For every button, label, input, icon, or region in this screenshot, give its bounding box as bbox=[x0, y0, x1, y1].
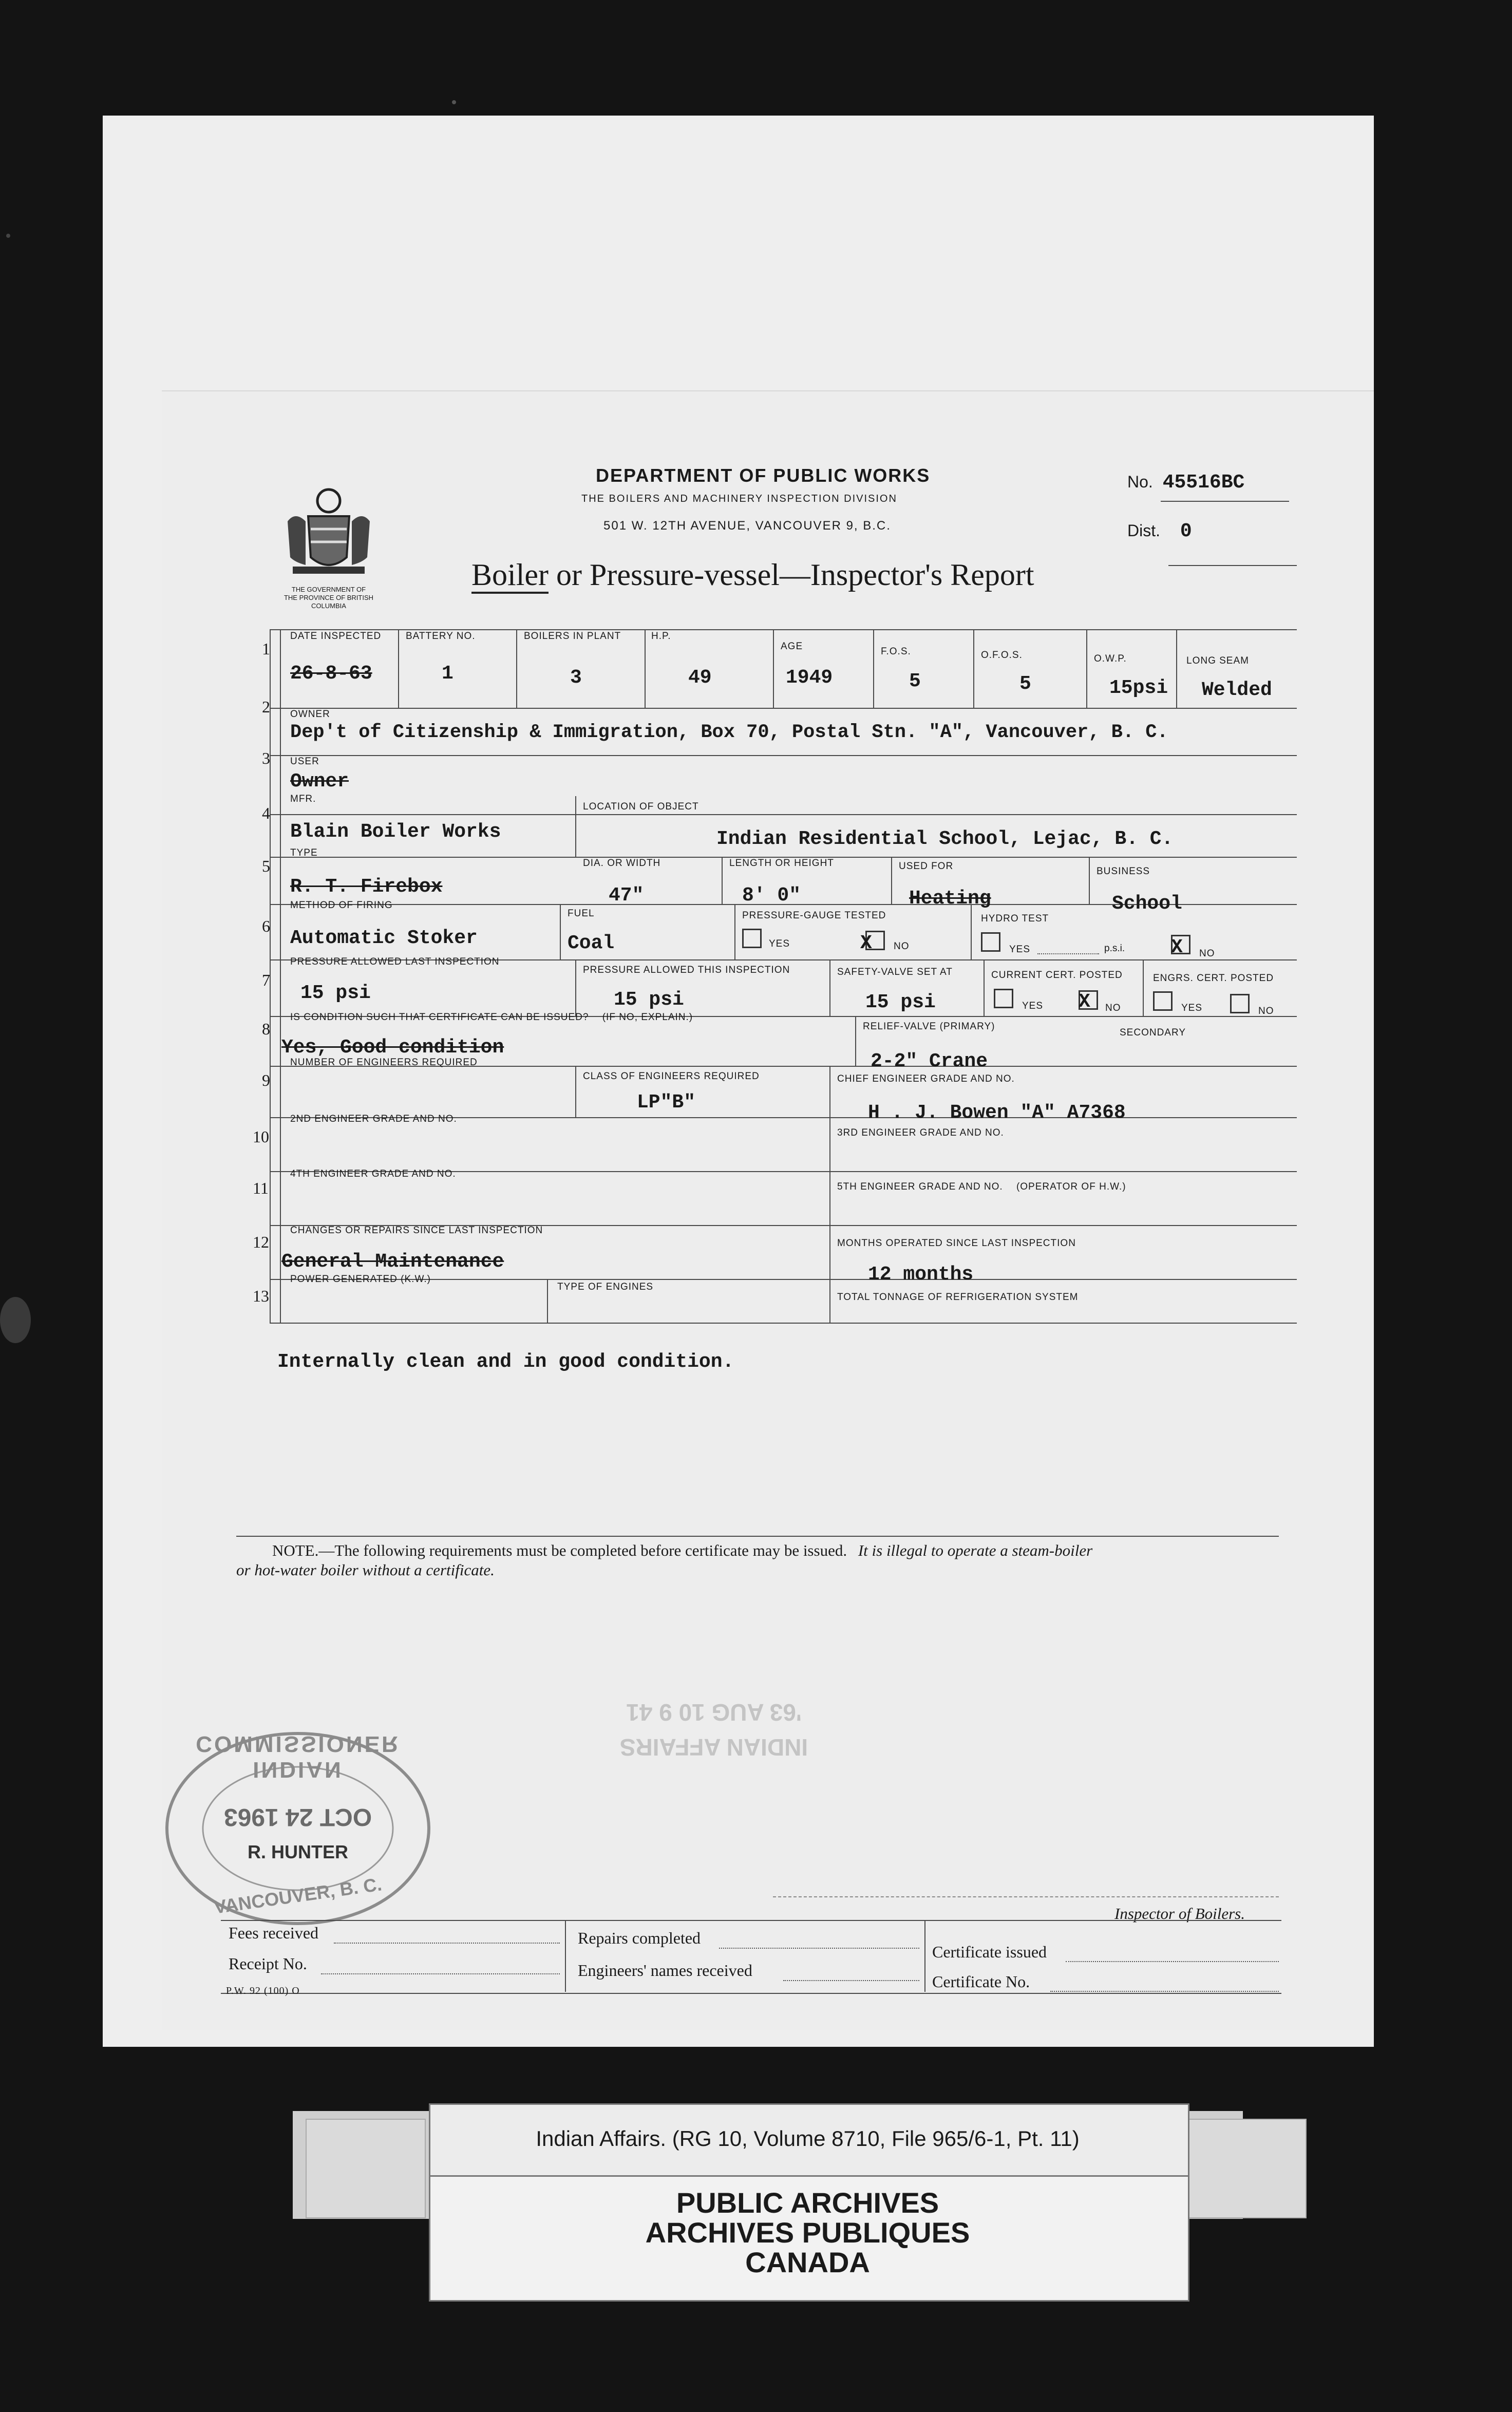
age-value: 1949 bbox=[786, 667, 833, 689]
third-engineer-label: 3RD ENGINEER GRADE AND NO. bbox=[837, 1127, 1004, 1138]
owner-value: Dep't of Citizenship & Immigration, Box 70, Postal Stn. "A", Vancouver, B. C. bbox=[290, 722, 1168, 743]
ofos-value: 5 bbox=[1019, 673, 1031, 695]
length-value: 8' 0" bbox=[742, 884, 801, 907]
second-engineer-label: 2ND ENGINEER GRADE AND NO. bbox=[290, 1114, 457, 1124]
engrs-yes-label: YES bbox=[1181, 1003, 1203, 1013]
cell-divider bbox=[829, 1117, 830, 1225]
cell-divider bbox=[829, 959, 830, 1016]
used-for-label: USED FOR bbox=[899, 861, 954, 872]
type-label: TYPE bbox=[290, 847, 318, 858]
row-number: 8 bbox=[262, 1020, 270, 1038]
department-address: 501 W. 12TH AVENUE, VANCOUVER 9, B.C. bbox=[603, 519, 891, 533]
row-line bbox=[270, 629, 1297, 630]
report-number-value: 45516BC bbox=[1162, 472, 1245, 494]
cell-divider bbox=[855, 1016, 856, 1066]
gauge-yes-checkbox[interactable] bbox=[742, 929, 762, 948]
fos-value: 5 bbox=[909, 670, 921, 692]
film-hole bbox=[0, 1297, 31, 1343]
district-value: 0 bbox=[1180, 520, 1192, 542]
archive-title-line-2: ARCHIVES PUBLIQUES bbox=[645, 2216, 970, 2249]
location-label: LOCATION OF OBJECT bbox=[583, 801, 699, 812]
cell-divider bbox=[973, 629, 974, 708]
row-number: 9 bbox=[262, 1071, 270, 1089]
row-number: 12 bbox=[253, 1233, 269, 1251]
changes-label: CHANGES OR REPAIRS SINCE LAST INSPECTION bbox=[290, 1225, 543, 1236]
commissioner-city: VANCOUVER, B. C. bbox=[212, 1873, 383, 1918]
cert-yes-label: YES bbox=[1022, 1001, 1044, 1011]
fourth-engineer-label: 4TH ENGINEER GRADE AND NO. bbox=[290, 1169, 456, 1179]
engrs-yes-checkbox[interactable] bbox=[1153, 991, 1173, 1011]
method-of-firing-label: METHOD OF FIRING bbox=[290, 900, 393, 911]
row-line bbox=[270, 1323, 1297, 1324]
battery-no-value: 1 bbox=[442, 663, 453, 685]
note-rule bbox=[236, 1536, 1279, 1537]
cert-yes-checkbox[interactable] bbox=[994, 989, 1013, 1008]
archive-clip-right bbox=[1186, 2119, 1307, 2218]
row-line bbox=[270, 814, 1297, 815]
cell-divider bbox=[891, 857, 892, 904]
fifth-engineer-label bbox=[837, 1181, 1126, 1193]
owp-label: O.W.P. bbox=[1094, 653, 1127, 664]
condition-question: IS CONDITION SUCH THAT CERTIFICATE CAN BE ISSUED? bbox=[290, 1012, 589, 1023]
certificate-no-dots bbox=[1050, 1991, 1279, 1992]
engineers-names-dots bbox=[783, 1980, 919, 1981]
district-line bbox=[1168, 565, 1297, 566]
type-value: R. T. Firebox bbox=[290, 876, 443, 898]
cell-divider bbox=[1089, 857, 1090, 904]
archive-title bbox=[429, 2188, 1186, 2277]
cell-divider bbox=[984, 959, 985, 1016]
location-value: Indian Residential School, Lejac, B. C. bbox=[716, 828, 1174, 850]
cell-divider bbox=[547, 1279, 548, 1323]
date-inspected-label: DATE INSPECTED bbox=[290, 631, 382, 642]
boilers-in-plant-label: BOILERS IN PLANT bbox=[524, 631, 621, 642]
note-lead: NOTE.—The following requirements must be completed before certificate may be issued. bbox=[272, 1541, 847, 1559]
row-number: 5 bbox=[262, 857, 270, 875]
cell-divider bbox=[575, 1066, 576, 1117]
owner-label: OWNER bbox=[290, 709, 330, 720]
safety-valve-label: SAFETY-VALVE SET AT bbox=[837, 967, 953, 977]
secondary-label: SECONDARY bbox=[1120, 1027, 1186, 1038]
row-number: 3 bbox=[262, 749, 270, 767]
page-title bbox=[471, 557, 1034, 593]
row-number: 10 bbox=[253, 1127, 269, 1146]
note-italic-1: It is illegal to operate a steam-boiler bbox=[858, 1541, 1093, 1559]
number-of-engineers-label: NUMBER OF ENGINEERS REQUIRED bbox=[290, 1057, 478, 1068]
cert-no-mark: X bbox=[1079, 991, 1090, 1013]
row-line bbox=[270, 708, 1297, 709]
row-number: 1 bbox=[262, 639, 270, 658]
film-speck bbox=[452, 100, 456, 104]
title-rest: or Pressure-vessel—Inspector's Report bbox=[556, 558, 1034, 592]
business-value: School bbox=[1112, 893, 1182, 915]
district bbox=[1127, 520, 1192, 542]
row-number: 2 bbox=[262, 698, 270, 716]
hydro-no-mark: X bbox=[1171, 936, 1183, 958]
cell-divider bbox=[1086, 629, 1087, 708]
chief-engineer-label: CHIEF ENGINEER GRADE AND NO. bbox=[837, 1073, 1015, 1084]
row-number: 6 bbox=[262, 917, 270, 935]
battery-no-label: BATTERY NO. bbox=[406, 631, 476, 642]
date-inspected-value: 26-8-63 bbox=[290, 663, 372, 685]
archive-clip-left bbox=[306, 2119, 426, 2218]
pressure-last-label: PRESSURE ALLOWED LAST INSPECTION bbox=[290, 956, 500, 967]
row-number: 4 bbox=[262, 804, 270, 822]
hydro-psi-label: p.s.i. bbox=[1104, 943, 1125, 954]
repairs-completed-dots bbox=[719, 1948, 919, 1949]
age-label: AGE bbox=[781, 641, 803, 652]
footer-divider bbox=[565, 1920, 566, 1992]
class-of-engineers-label: CLASS OF ENGINEERS REQUIRED bbox=[583, 1071, 760, 1082]
commissioner-ring-text: INDIAN COMMISSIONER bbox=[196, 1731, 400, 1782]
long-seam-value: Welded bbox=[1202, 679, 1272, 701]
hp-label: H.P. bbox=[651, 631, 671, 642]
cert-no-label: NO bbox=[1105, 1003, 1121, 1013]
engrs-no-label: NO bbox=[1258, 1006, 1274, 1016]
long-seam-label: LONG SEAM bbox=[1186, 655, 1249, 666]
power-generated-label: POWER GENERATED (K.W.) bbox=[290, 1274, 431, 1285]
crest-caption-line-2: THE PROVINCE OF BRITISH COLUMBIA bbox=[284, 594, 374, 610]
commissioner-name: R. HUNTER bbox=[248, 1841, 348, 1862]
hydro-no-label: NO bbox=[1199, 948, 1215, 959]
ofos-label: O.F.O.S. bbox=[981, 650, 1023, 661]
refrigeration-tonnage-label: TOTAL TONNAGE OF REFRIGERATION SYSTEM bbox=[837, 1292, 1079, 1303]
crest-caption bbox=[267, 586, 390, 610]
hydro-yes-checkbox[interactable] bbox=[981, 932, 1000, 952]
gauge-no-mark: X bbox=[860, 932, 872, 954]
fees-received-dots bbox=[334, 1943, 560, 1944]
cell-divider bbox=[971, 904, 972, 959]
report-number bbox=[1127, 472, 1244, 494]
cell-divider bbox=[722, 857, 723, 904]
months-operated-label: MONTHS OPERATED SINCE LAST INSPECTION bbox=[837, 1238, 1076, 1249]
business-label: BUSINESS bbox=[1097, 866, 1150, 877]
received-stamp-line: INDIAN AFFAIRS bbox=[619, 1734, 808, 1761]
chief-engineer-value: H . J. Bowen "A" A7368 bbox=[868, 1102, 1126, 1124]
certificate-issued-dots bbox=[1066, 1961, 1279, 1962]
row-number: 7 bbox=[262, 971, 270, 989]
archive-reference: Indian Affairs. (RG 10, Volume 8710, File 965/6-1, Pt. 11) bbox=[536, 2126, 1080, 2151]
commissioner-date: OCT 24 1963 bbox=[223, 1803, 372, 1831]
received-stamp bbox=[534, 1695, 894, 1765]
footer-divider bbox=[924, 1920, 925, 1992]
pressure-this-label: PRESSURE ALLOWED THIS INSPECTION bbox=[583, 965, 790, 975]
mfr-value: Blain Boiler Works bbox=[290, 821, 501, 843]
form-code: P.W. 92 (100) O bbox=[226, 1985, 300, 1996]
months-operated-value: 12 months bbox=[868, 1264, 974, 1286]
row-number: 13 bbox=[253, 1287, 269, 1305]
title-struck-word: Boiler bbox=[471, 558, 549, 594]
gauge-yes-label: YES bbox=[769, 938, 790, 949]
certificate-issued-label: Certificate issued bbox=[932, 1943, 1047, 1961]
relief-valve-label: RELIEF-VALVE (PRIMARY) bbox=[863, 1021, 995, 1032]
cell-divider bbox=[829, 1066, 830, 1117]
inspector-remarks: Internally clean and in good condition. bbox=[277, 1351, 734, 1373]
cell-divider bbox=[829, 1225, 830, 1323]
gauge-no-label: NO bbox=[894, 941, 910, 952]
class-of-engineers-value: LP"B" bbox=[637, 1091, 696, 1114]
hp-value: 49 bbox=[688, 667, 712, 689]
film-speck bbox=[6, 234, 10, 238]
pressure-this-value: 15 psi bbox=[614, 989, 684, 1011]
cell-divider bbox=[645, 629, 646, 708]
length-label: LENGTH OR HEIGHT bbox=[729, 858, 834, 869]
district-label: Dist. bbox=[1127, 521, 1160, 540]
condition-note: (IF NO, EXPLAIN.) bbox=[602, 1012, 693, 1023]
used-for-value: Heating bbox=[909, 888, 991, 910]
footer-bottom-rule bbox=[221, 1993, 1281, 1994]
hydro-test-label: HYDRO TEST bbox=[981, 913, 1049, 924]
report-number-label: No. bbox=[1127, 473, 1153, 491]
engineers-names-label: Engineers' names received bbox=[578, 1961, 752, 1980]
relief-valve-value: 2-2" Crane bbox=[871, 1050, 988, 1072]
row-line bbox=[270, 755, 1297, 756]
cell-divider bbox=[1176, 629, 1177, 708]
fifth-engineer-text: 5TH ENGINEER GRADE AND NO. bbox=[837, 1181, 1003, 1192]
owp-value: 15psi bbox=[1109, 677, 1168, 699]
certificate-no-label: Certificate No. bbox=[932, 1972, 1030, 1991]
archive-title-line-1: PUBLIC ARCHIVES bbox=[676, 2187, 939, 2219]
division-name: THE BOILERS AND MACHINERY INSPECTION DIVISION bbox=[581, 493, 897, 504]
engrs-no-checkbox[interactable] bbox=[1230, 994, 1250, 1013]
report-number-line bbox=[1161, 501, 1289, 502]
cell-divider bbox=[773, 629, 774, 708]
fifth-engineer-note: (OPERATOR OF H.W.) bbox=[1016, 1181, 1126, 1192]
table-numbers-divider bbox=[280, 629, 281, 1323]
fos-label: F.O.S. bbox=[881, 646, 911, 657]
receipt-no-dots bbox=[321, 1973, 560, 1974]
method-of-firing-value: Automatic Stoker bbox=[290, 927, 478, 949]
inspector-signature-line bbox=[773, 1896, 1279, 1897]
department-name: DEPARTMENT OF PUBLIC WORKS bbox=[596, 465, 931, 486]
cell-divider bbox=[575, 796, 576, 858]
cell-divider bbox=[560, 904, 561, 959]
current-cert-label: CURRENT CERT. POSTED bbox=[991, 970, 1123, 981]
fuel-label: FUEL bbox=[568, 908, 595, 919]
cell-divider bbox=[398, 629, 399, 708]
crest-caption-line-1: THE GOVERNMENT OF bbox=[291, 586, 366, 593]
condition-label bbox=[290, 1012, 693, 1023]
type-of-engines-label: TYPE OF ENGINES bbox=[557, 1282, 654, 1292]
safety-valve-value: 15 psi bbox=[865, 991, 936, 1013]
user-value: Owner bbox=[290, 770, 349, 793]
fuel-value: Coal bbox=[568, 932, 615, 954]
user-label: USER bbox=[290, 756, 319, 767]
engrs-cert-label: ENGRS. CERT. POSTED bbox=[1153, 973, 1274, 984]
condition-value: Yes, Good condition bbox=[281, 1037, 504, 1059]
pressure-gauge-tested-label: PRESSURE-GAUGE TESTED bbox=[742, 910, 886, 921]
note-text bbox=[236, 1541, 1284, 1580]
bc-crest-icon bbox=[277, 480, 380, 583]
boilers-in-plant-value: 3 bbox=[570, 667, 582, 689]
receipt-no-label: Receipt No. bbox=[229, 1954, 307, 1973]
repairs-completed-label: Repairs completed bbox=[578, 1929, 701, 1947]
dia-label: DIA. OR WIDTH bbox=[583, 858, 661, 869]
received-stamp-line: '63 AUG 10 9 41 bbox=[626, 1699, 802, 1726]
fees-received-label: Fees received bbox=[229, 1924, 319, 1942]
inspector-of-boilers-label: Inspector of Boilers. bbox=[1114, 1905, 1245, 1923]
mfr-label: MFR. bbox=[290, 794, 316, 804]
changes-value: General Maintenance bbox=[281, 1251, 504, 1273]
cell-divider bbox=[575, 959, 576, 1016]
hydro-psi-dots bbox=[1037, 953, 1099, 954]
dia-value: 47" bbox=[609, 884, 644, 907]
archive-title-line-3: CANADA bbox=[745, 2246, 870, 2278]
cell-divider bbox=[516, 629, 517, 708]
indian-commissioner-stamp bbox=[159, 1726, 437, 1931]
row-number: 11 bbox=[253, 1179, 269, 1197]
cell-divider bbox=[734, 904, 735, 959]
pressure-last-value: 15 psi bbox=[300, 982, 371, 1004]
hydro-yes-label: YES bbox=[1009, 944, 1031, 955]
footer-top-rule bbox=[221, 1920, 1281, 1921]
cell-divider bbox=[873, 629, 874, 708]
note-italic-2: or hot-water boiler without a certificate. bbox=[236, 1561, 495, 1579]
cell-divider bbox=[1143, 959, 1144, 1016]
